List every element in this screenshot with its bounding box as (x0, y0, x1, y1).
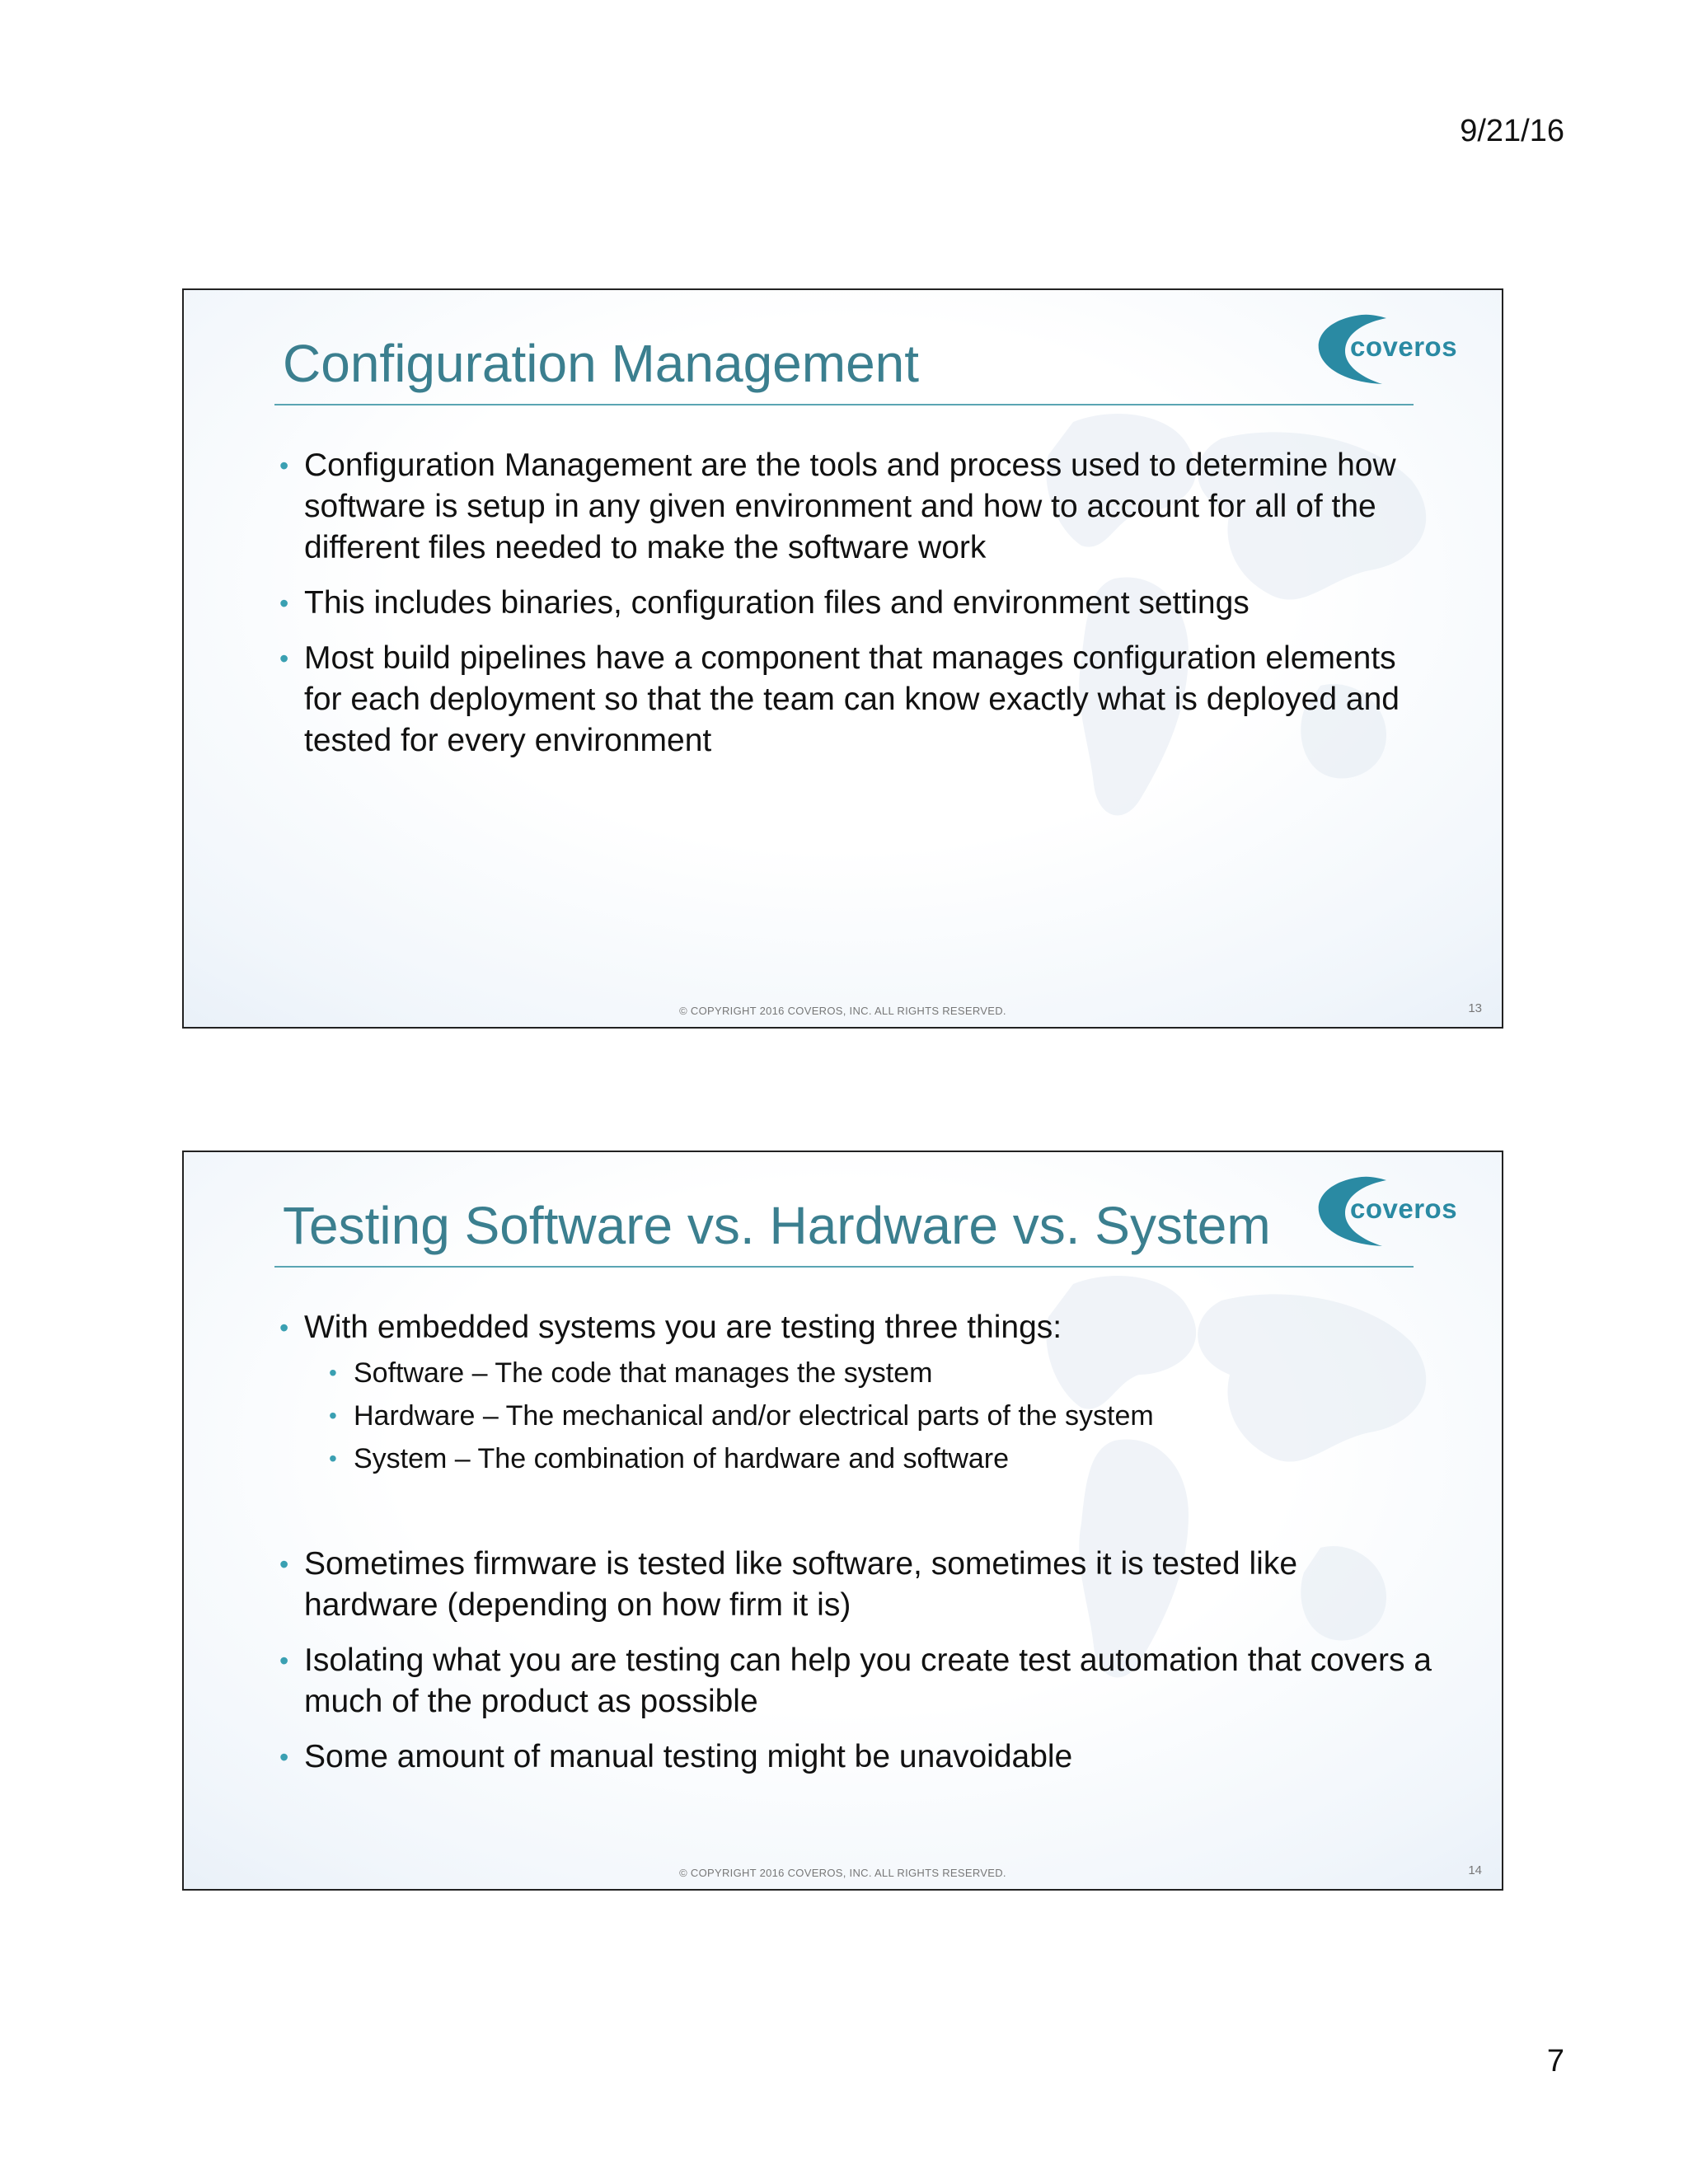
page-number: 7 (1546, 2044, 1564, 2079)
bullet-item: • This includes binaries, configuration files and environment settings (279, 583, 1433, 624)
sub-bullet-item: • Hardware – The mechanical and/or electrical parts of the system (329, 1394, 1433, 1437)
bullet-dot-icon: • (279, 588, 289, 618)
bullet-list (279, 1307, 1433, 1792)
slide-13 (182, 288, 1503, 1029)
bullet-dot-icon: • (329, 1446, 337, 1471)
bullet-item: • Most build pipelines have a component that manages configuration elements for each deployment so that the team can know exactly what is deployed and tested for every environment (279, 638, 1433, 762)
bullet-dot-icon: • (279, 1646, 289, 1675)
slide-title: Configuration Management (283, 334, 920, 393)
bullet-item: • Some amount of manual testing might be unavoidable (279, 1736, 1433, 1778)
title-divider (274, 1266, 1414, 1268)
copyright-notice: © COPYRIGHT 2016 COVEROS, INC. ALL RIGHTS RESERVED. (679, 1005, 1006, 1017)
logo-text: coveros (1350, 1193, 1458, 1224)
coveros-logo (1312, 308, 1477, 391)
bullet-dot-icon: • (279, 1742, 289, 1772)
page-date: 9/21/16 (1460, 114, 1564, 148)
title-divider (274, 404, 1414, 405)
coveros-logo (1312, 1170, 1477, 1253)
bullet-item: • Sometimes firmware is tested like software, sometimes it is tested like hardware (depending on how firm it is) (279, 1544, 1433, 1626)
bullet-dot-icon: • (279, 644, 289, 673)
slide-title: Testing Software vs. Hardware vs. System (283, 1196, 1271, 1255)
bullet-dot-icon: • (329, 1360, 337, 1385)
slide-number: 13 (1468, 1001, 1482, 1015)
sub-bullet-item: • System – The combination of hardware and software (329, 1437, 1433, 1480)
bullet-item: • Configuration Management are the tools and process used to determine how software is setup in any given environment and how to account for all of the different files needed to make the software work (279, 445, 1433, 569)
slide-number: 14 (1468, 1863, 1482, 1877)
bullet-dot-icon: • (279, 451, 289, 480)
bullet-list (279, 445, 1433, 776)
logo-text: coveros (1350, 331, 1458, 362)
copyright-notice: © COPYRIGHT 2016 COVEROS, INC. ALL RIGHTS RESERVED. (679, 1867, 1006, 1879)
bullet-item: • Isolating what you are testing can help you create test automation that covers a much of the product as possible (279, 1640, 1433, 1722)
bullet-dot-icon: • (279, 1313, 289, 1343)
bullet-item: • With embedded systems you are testing three things: • Software – The code that manages the system • Hardware – The mechanical and/or electrical parts of the system • System – The combination of hardware and software (279, 1307, 1433, 1530)
sub-bullet-list (329, 1352, 1433, 1480)
bullet-dot-icon: • (279, 1549, 289, 1579)
slide-14 (182, 1151, 1503, 1891)
bullet-dot-icon: • (329, 1403, 337, 1428)
sub-bullet-item: • Software – The code that manages the system (329, 1352, 1433, 1394)
